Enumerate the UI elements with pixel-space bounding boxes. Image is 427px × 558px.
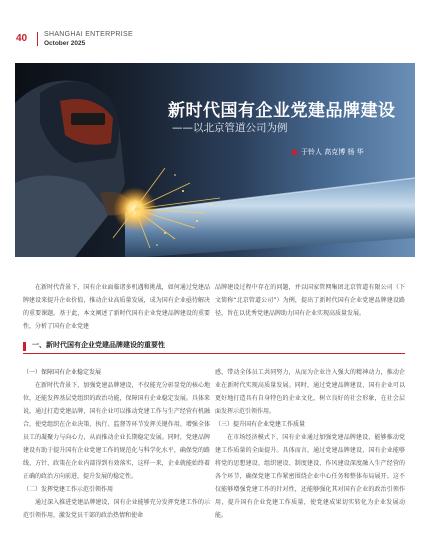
body-paragraph-2: 通过深入推进党建品牌建设，国有企业能够充分发挥党建工作的示范引领作用，激发党员干部的政治热情和使命: [23, 499, 210, 519]
intro-right: [215, 281, 405, 320]
body-left-column: [23, 366, 210, 522]
page-header: [0, 0, 427, 62]
subheading-1: （一）保障国有企业稳定发展: [23, 369, 102, 376]
issue-date: October 2025: [44, 40, 86, 47]
body-right-column: [215, 366, 405, 522]
page-number: 40: [16, 33, 28, 44]
article-title: 新时代国有企业党建品牌建设: [168, 101, 396, 121]
author-byline: [292, 147, 364, 157]
subheading-3: （三）提升国有企业党建工作质量: [215, 421, 306, 428]
body-paragraph-3: 感，带动全体员工共同努力，从而为企业注入强大的精神动力，推动企业在新时代实现高质量发展。同时，通过党建品牌建设，国有企业可以更好地打造具有自身特色的企业文化，树立良好的社会形象，在社会层面发挥示范引领作用。: [215, 369, 405, 415]
section-heading: 一、新时代国有企业党建品牌建设的重要性: [32, 341, 165, 349]
intro-paragraph-left: 在新时代背景下，国有企业面临诸多机遇和挑战，如何通过党建品牌建设来提升企业价值，推动企业高质量发展，成为国有企业亟待解决的重要课题。基于此，本文阐述了新时代国有企业党建品牌建设的重要性，分析了国有企业党建: [23, 284, 210, 330]
welder-illustration: [15, 63, 415, 257]
authors: 于铃人 高克博 杨 华: [301, 148, 364, 156]
header-divider: [37, 32, 38, 46]
magazine-name: SHANGHAI ENTERPRISE: [44, 31, 133, 38]
section-heading-bar: [23, 340, 405, 352]
section-marker: [23, 342, 26, 351]
subheading-2: （二）发挥党建工作示范引领作用: [23, 486, 114, 493]
byline-marker: [292, 150, 297, 155]
hero-image: [15, 63, 415, 257]
section-rule: [23, 353, 405, 354]
intro-paragraph-right: 品牌建设过程中存在的问题，并以国家管网集团北京管道有限公司（下文简称“北京管道公司”）为例，提出了新时代国有企业党建品牌建设路径，旨在以优秀党建品牌助力国有企业实现高质量发展。: [215, 284, 405, 317]
intro-left: [23, 281, 210, 333]
body-paragraph-4: 在市场经济模式下，国有企业通过加强党建品牌建设，能够推动党建工作质量的全面提升。具体而言，通过党建品牌建设，国有企业能够将党的思想建设、组织建设、制度建设、作风建设深度融入生产经营的各个环节，确保党建工作紧密围绕企业中心任务和整体布局展开。这不仅能够增强党建工作的针对性，还能够强化其对国有企业的政治引领作用，提升国有企业党建工作质量，使党建成果切实转化为企业发展动能。: [215, 434, 405, 519]
article-subtitle: ——以北京管道公司为例: [172, 122, 288, 134]
body-paragraph-1: 在新时代背景下，加强党建品牌建设，不仅能充分彰显党的核心地位，还能发挥基层党组织的政治功能，保障国有企业稳定发展。具体来说，通过打造党建品牌，国有企业可以推动党建工作与生产经营有机融合，使党组织在企业决策、执行、监督等环节发挥关键作用，增强全体员工的凝聚力与向心力，从而推动企业长期稳定发展。同时，党建品牌建设有助于提升国有企业党建工作的规范化与科学化水平，确保党的路线、方针、政策在企业内部得到有效落实，这样一来，企业就能始终着正确的政治方向前进，提升发展的稳定性。: [23, 382, 210, 480]
